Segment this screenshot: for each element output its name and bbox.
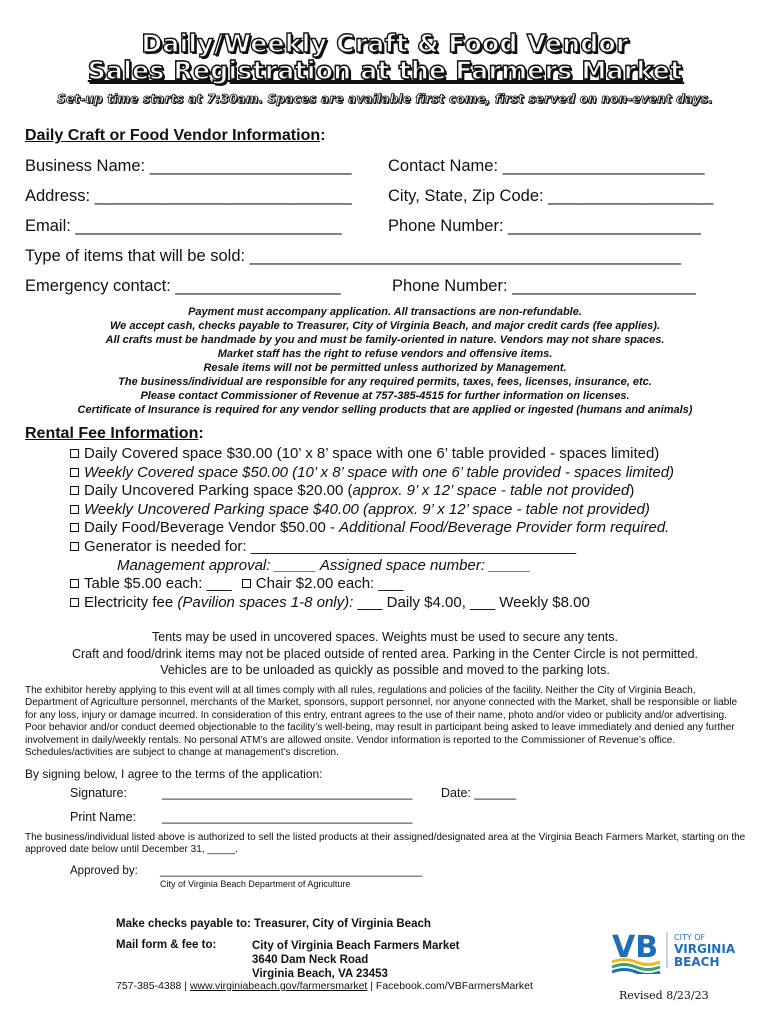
agree-statement: By signing below, I agree to the terms of the application: (25, 767, 323, 781)
generator-field[interactable]: Generator is needed for: _______________________________________ (84, 537, 577, 555)
notice-line: We accept cash, checks payable to Treasurer, City of Virginia Beach, and major credit cards (fee applies). (109, 320, 660, 332)
fee-food-vendor: Daily Food/Beverage Vendor $50.00 - Additional Food/Beverage Provider form required. (70, 519, 760, 538)
make-checks-payable: Make checks payable to: Treasurer, City of Virginia Beach (116, 918, 431, 930)
address-line: 3640 Dam Neck Road (252, 954, 369, 966)
date-field[interactable]: Date: ______ (441, 786, 517, 800)
phone-number-field[interactable]: Phone Number: _____________________ (388, 217, 701, 235)
logo-beach: BEACH (674, 955, 720, 969)
checkbox[interactable] (70, 542, 79, 551)
website-link[interactable]: www.virginiabeach.gov/farmersmarket (189, 980, 368, 992)
tent-rules (0, 629, 770, 679)
approved-by-line[interactable]: _________________________________________ (160, 865, 423, 877)
address-field[interactable]: Address: ____________________________ (25, 187, 352, 205)
checkbox[interactable] (70, 486, 79, 495)
fee-generator (70, 538, 760, 557)
logo-vb-letters: VB (612, 930, 659, 965)
checkbox[interactable] (70, 505, 79, 514)
mailing-address (252, 939, 460, 981)
fee-table-chair (70, 575, 760, 594)
payment-notices (0, 305, 770, 417)
print-name-label: Print Name: (70, 810, 136, 824)
revised-date: Revised 8/23/23 (619, 989, 709, 1002)
notice-line: Resale items will not be permitted unless authorized by Management. (203, 362, 567, 374)
terms-paragraph: The exhibitor hereby applying to this event will at all times comply with all rules, regulations and policies of the facility. Neither the City of Virginia Beach, Department of Agriculture personnel, merchants of the Market, sponsors, support personnel, nor anyone connected with the Market, shall be responsible or liable for any loss, injury or damage incurred. In consideration of this entry, entrant agrees to the use of their name, photo and/or video or publicity and/or advertising. Poor behavior and/or conduct deemed objectionable to the facility’s well-being, may result in participant being asked to leave immediately and denied any further involvement in daily/weekly rentals. No personal ATM’s are allowed onsite. Vendor information is reported to the Commissioner of Revenue’s office. Schedules/activities are subject to change at management’s discretion. (25, 685, 738, 759)
rental-fee-list (70, 445, 760, 612)
checkbox[interactable] (70, 598, 79, 607)
authorization-statement: The business/individual listed above is authorized to sell the listed products at their assigned/designated area at the Virginia Beach Farmers Market, starting on the approved date below until December 31, _____. (25, 832, 746, 856)
contact-name-field[interactable]: Contact Name: ______________________ (388, 157, 705, 175)
city-of-virginia-beach-logo (612, 926, 752, 974)
checkbox[interactable] (70, 579, 79, 588)
print-name-line[interactable]: ____________________________________ (162, 810, 413, 824)
notice-line: All crafts must be handmade by you and must be family-oriented in nature. Vendors may not share spaces. (105, 334, 665, 346)
checkbox[interactable] (242, 579, 251, 588)
facebook-text: | Facebook.com/VBFarmersMarket (367, 980, 533, 992)
notice-line: Please contact Commissioner of Revenue at 757-385-4515 for further information on licenses. (140, 390, 630, 402)
table-field[interactable]: Table $5.00 each: ___ (84, 575, 232, 593)
row-emergency (25, 277, 747, 299)
vendor-info-heading: Daily Craft or Food Vendor Information: (25, 127, 326, 144)
document-header (0, 30, 770, 106)
checkbox[interactable] (70, 468, 79, 477)
row-email (25, 217, 747, 239)
document-title-line-1: Daily/Weekly Craft & Food Vendor (141, 29, 629, 58)
mail-form-label: Mail form & fee to: (116, 939, 217, 951)
row-items (25, 247, 747, 269)
notice-line: Certificate of Insurance is required for any vendor selling products that are applied or ingested (humans and animals) (77, 404, 693, 416)
notice-line: Payment must accompany application. All transactions are non-refundable. (188, 306, 582, 318)
department-label: City of Virginia Beach Department of Agriculture (160, 879, 351, 889)
fee-weekly-covered: Weekly Covered space $50.00 (10’ x 8’ space with one 6’ table provided - spaces limited) (70, 464, 760, 483)
row-address (25, 187, 747, 209)
approved-by-label: Approved by: (70, 865, 138, 877)
tent-rule-line: Tents may be used in uncovered spaces. Weights must be used to secure any tents. (152, 630, 618, 644)
contact-line (116, 980, 533, 992)
email-field[interactable]: Email: _____________________________ (25, 217, 342, 235)
emergency-contact-field[interactable]: Emergency contact: __________________ (25, 277, 341, 295)
document-title-line-2: Sales Registration at the Farmers Market (87, 56, 683, 85)
fee-daily-uncovered: Daily Uncovered Parking space $20.00 (approx. 9’ x 12’ space - table not provided) (70, 482, 760, 501)
notice-line: Market staff has the right to refuse vendors and offensive items. (217, 348, 553, 360)
signature-label: Signature: (70, 786, 127, 800)
fee-daily-covered: Daily Covered space $30.00 (10’ x 8’ space with one 6’ table provided - spaces limited) (70, 445, 760, 464)
row-business (25, 157, 747, 179)
rental-fee-heading: Rental Fee Information: (25, 425, 204, 442)
logo-virginia: VIRGINIA (674, 942, 736, 956)
fee-weekly-uncovered: Weekly Uncovered Parking space $40.00 (approx. 9’ x 12’ space - table not provided) (70, 501, 760, 520)
fee-electricity: Electricity fee (Pavilion spaces 1-8 only): ___ Daily $4.00, ___ Weekly $8.00 (70, 594, 760, 613)
logo-city-of: CITY OF (674, 933, 706, 942)
emergency-phone-field[interactable]: Phone Number: ____________________ (392, 277, 696, 295)
tent-rule-line: Craft and food/drink items may not be placed outside of rented area. Parking in the Center Circle is not permitted. (71, 646, 699, 661)
approved-by-row (70, 865, 423, 877)
items-sold-field[interactable]: Type of items that will be sold: _______________________________________________ (25, 247, 681, 265)
notice-line: The business/individual are responsible for any required permits, taxes, fees, licenses, insurance, etc. (118, 376, 652, 388)
checkbox[interactable] (70, 523, 79, 532)
checkbox[interactable] (70, 449, 79, 458)
vb-logo-mark (612, 926, 752, 974)
tent-rule-line: Vehicles are to be unloaded as quickly as possible and moved to the parking lots. (160, 663, 610, 677)
print-name-row (70, 810, 413, 824)
address-line: City of Virginia Beach Farmers Market (252, 940, 460, 952)
market-phone: 757-385-4388 | (116, 980, 190, 992)
address-line: Virginia Beach, VA 23453 (252, 968, 388, 980)
setup-time-subtitle: Set-up time starts at 7:30am. Spaces are available first come, first served on non-event days. (57, 92, 713, 106)
management-approval-row: Management approval: _____ Assigned space number: _____ (117, 556, 531, 574)
business-name-field[interactable]: Business Name: ______________________ (25, 157, 352, 175)
chair-field[interactable]: Chair $2.00 each: ___ (255, 575, 404, 593)
signature-row (70, 786, 517, 800)
signature-line[interactable]: ____________________________________ (162, 786, 413, 800)
city-state-zip-field[interactable]: City, State, Zip Code: __________________ (388, 187, 714, 205)
